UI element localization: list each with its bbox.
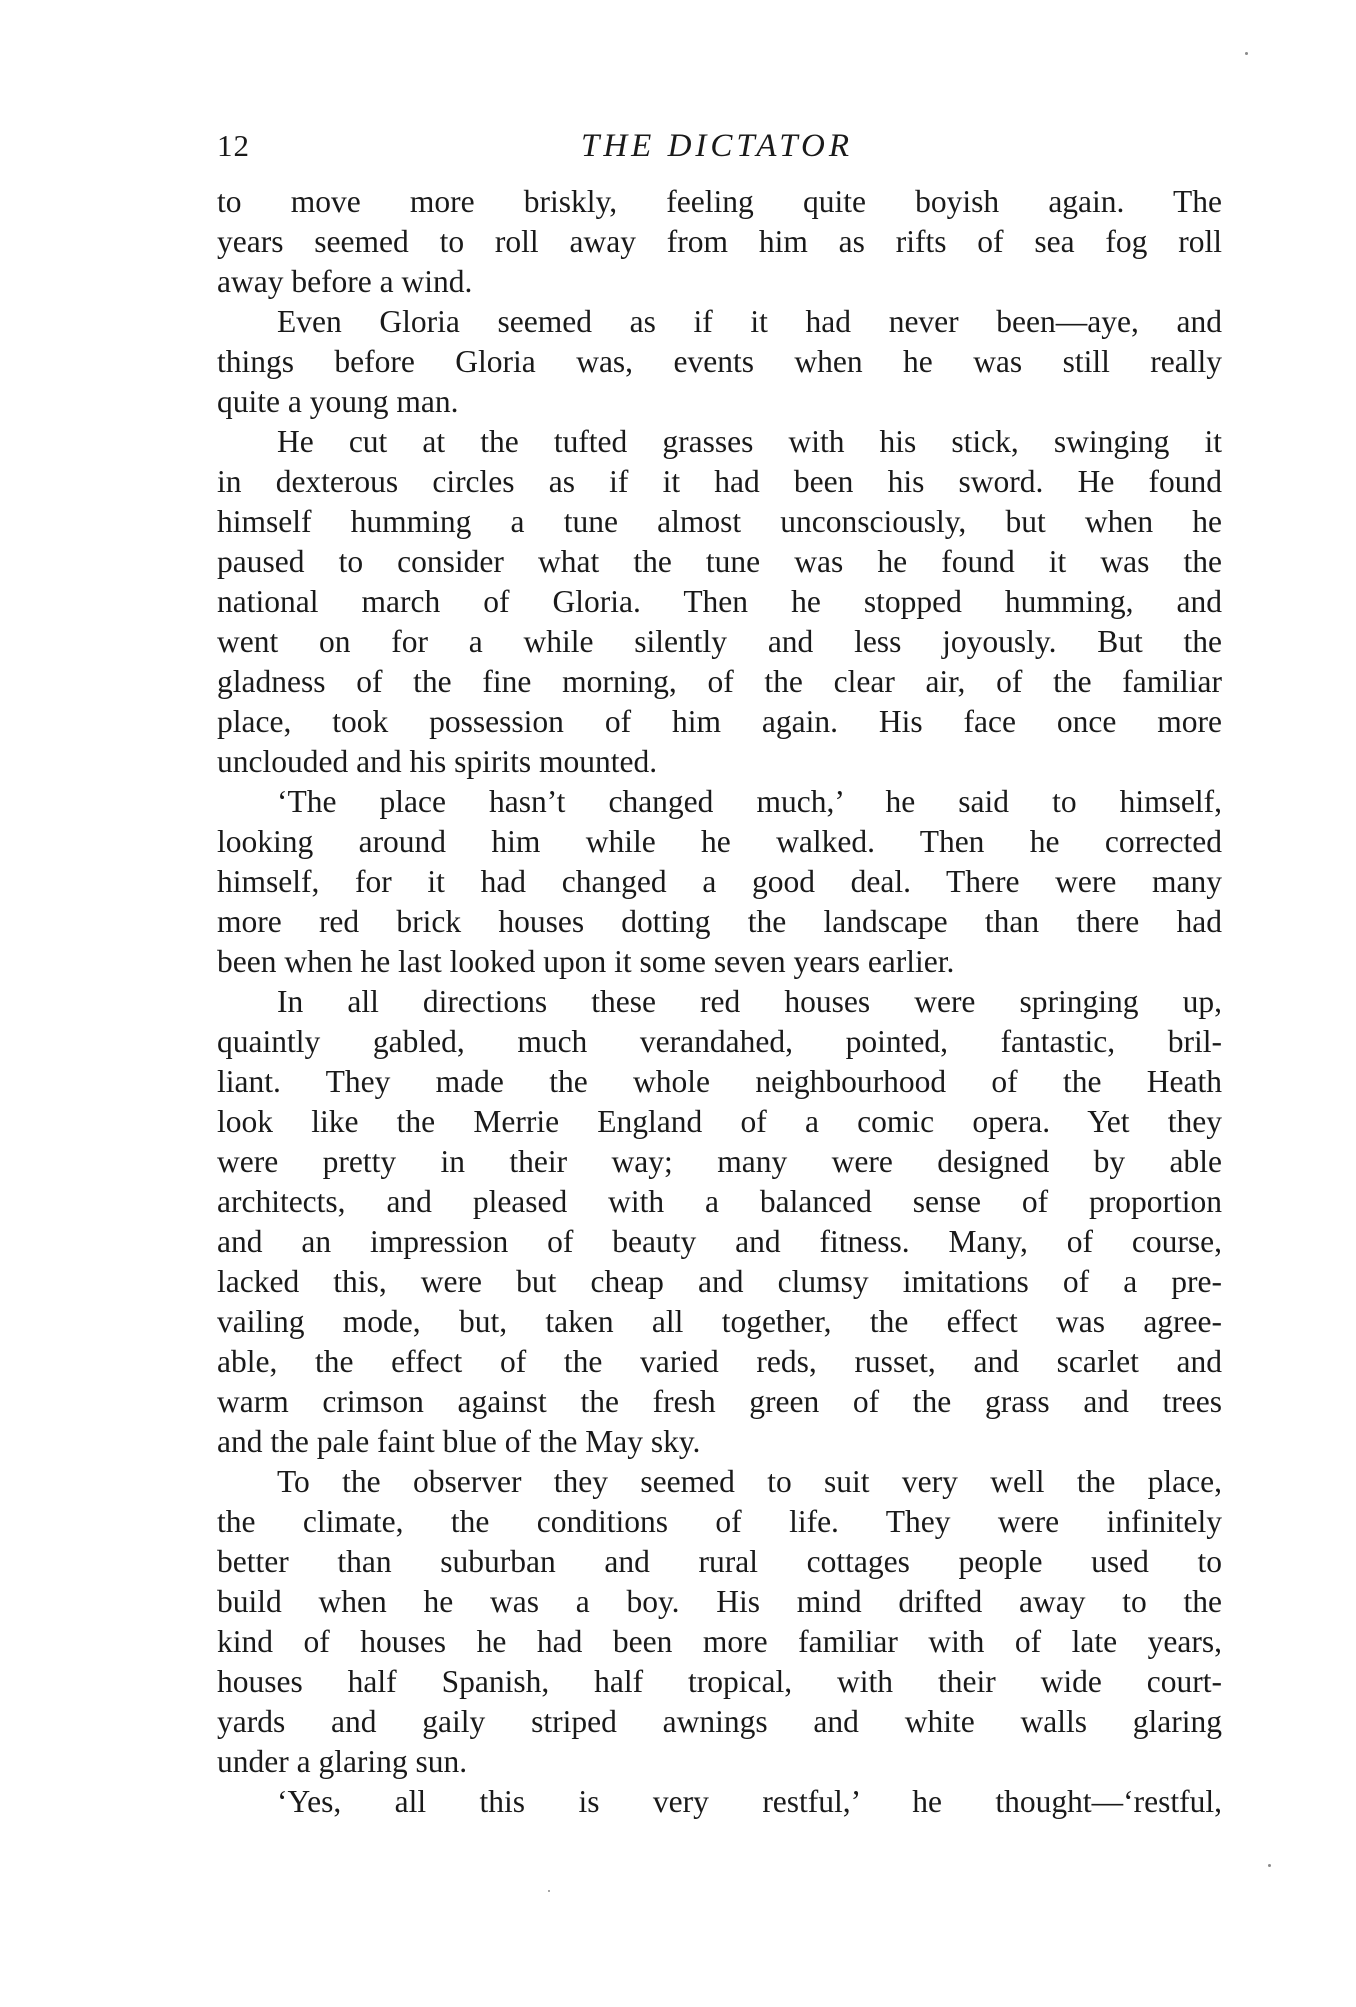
text-line: kind of houses he had been more familiar with of late years,: [217, 1624, 1222, 1659]
text-line: himself, for it had changed a good deal. There were many: [217, 864, 1222, 899]
text-line: away before a wind.: [217, 264, 473, 299]
text-line: quite a young man.: [217, 384, 459, 419]
text-line: years seemed to roll away from him as rifts of sea fog roll: [217, 224, 1222, 259]
text-line: better than suburban and rural cottages people used to: [217, 1544, 1222, 1579]
text-line: He cut at the tufted grasses with his stick, swinging it: [277, 424, 1222, 459]
text-line: To the observer they seemed to suit very well the place,: [277, 1464, 1222, 1499]
scan-speck: [548, 1890, 550, 1892]
text-line: liant. They made the whole neighbourhood of the Heath: [217, 1064, 1222, 1099]
text-line: looking around him while he walked. Then he corrected: [217, 824, 1222, 859]
text-line: to move more briskly, feeling quite boyish again. The: [217, 184, 1222, 219]
text-line: under a glaring sun.: [217, 1744, 468, 1779]
text-line: paused to consider what the tune was he found it was the: [217, 544, 1222, 579]
scan-speck: [1245, 52, 1248, 55]
text-line: gladness of the fine morning, of the clear air, of the familiar: [217, 664, 1222, 699]
text-line: himself humming a tune almost unconsciously, but when he: [217, 504, 1222, 539]
text-line: look like the Merrie England of a comic opera. Yet they: [217, 1104, 1222, 1139]
page-number: 12: [217, 128, 250, 163]
text-line: quaintly gabled, much verandahed, pointed, fantastic, bril-: [217, 1024, 1222, 1059]
text-line: houses half Spanish, half tropical, with their wide court-: [217, 1664, 1222, 1699]
scan-speck: [1268, 1864, 1271, 1867]
running-title: THE DICTATOR: [580, 128, 853, 164]
text-line: and the pale faint blue of the May sky.: [217, 1424, 701, 1459]
text-line: warm crimson against the fresh green of the grass and trees: [217, 1384, 1222, 1419]
text-line: lacked this, were but cheap and clumsy imitations of a pre-: [217, 1264, 1222, 1299]
text-line: build when he was a boy. His mind drifted away to the: [217, 1584, 1222, 1619]
text-line: place, took possession of him again. His face once more: [217, 704, 1222, 739]
text-line: ‘The place hasn’t changed much,’ he said to himself,: [277, 784, 1222, 819]
text-line: in dexterous circles as if it had been his sword. He found: [217, 464, 1222, 499]
text-line: were pretty in their way; many were designed by able: [217, 1144, 1222, 1179]
running-head: [217, 122, 1219, 170]
text-line: and an impression of beauty and fitness. Many, of course,: [217, 1224, 1222, 1259]
body-text: [217, 182, 1222, 1822]
text-line: yards and gaily striped awnings and white walls glaring: [217, 1704, 1222, 1739]
text-line: national march of Gloria. Then he stopped humming, and: [217, 584, 1222, 619]
text-line: went on for a while silently and less joyously. But the: [217, 624, 1222, 659]
text-line: Even Gloria seemed as if it had never been—aye, and: [277, 304, 1222, 339]
text-line: more red brick houses dotting the landscape than there had: [217, 904, 1222, 939]
text-line: architects, and pleased with a balanced sense of proportion: [217, 1184, 1222, 1219]
text-line: vailing mode, but, taken all together, the effect was agree-: [217, 1304, 1222, 1339]
text-line: been when he last looked upon it some seven years earlier.: [217, 944, 955, 979]
text-line: ‘Yes, all this is very restful,’ he thought—‘restful,: [277, 1784, 1222, 1819]
text-line: In all directions these red houses were springing up,: [277, 984, 1222, 1019]
text-line: things before Gloria was, events when he was still really: [217, 344, 1222, 379]
text-line: able, the effect of the varied reds, russet, and scarlet and: [217, 1344, 1222, 1379]
text-line: the climate, the conditions of life. They were infinitely: [217, 1504, 1222, 1539]
text-line: unclouded and his spirits mounted.: [217, 744, 658, 779]
